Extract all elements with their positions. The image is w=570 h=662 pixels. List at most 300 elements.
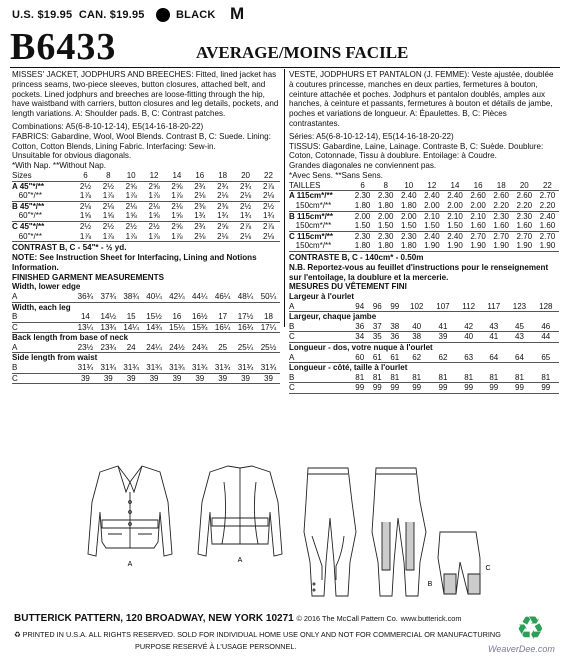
yardage-value: 2⅝ — [148, 181, 160, 191]
measurement-value: 40 — [404, 322, 430, 332]
pattern-code: B6433 — [10, 26, 117, 68]
measurement-value: 24 — [120, 343, 143, 353]
measurement-value: 42 — [456, 322, 481, 332]
measurement-value: 31¾ — [97, 363, 120, 373]
size-header: 12 — [143, 171, 166, 181]
measurement-value: 42¼ — [166, 292, 189, 302]
yardage-width: 60"*/** — [12, 211, 74, 221]
yardage-value: 2.40 — [539, 211, 556, 221]
size-header: 22 — [257, 171, 280, 181]
measurement-value: 39 — [188, 373, 211, 384]
yardage-value: 2⅛ — [171, 201, 183, 211]
yardage-value: 2.60 — [493, 191, 509, 201]
yardage-value: 1.60 — [467, 221, 490, 231]
measurement-value: 31¾ — [143, 363, 166, 373]
measurement-value: 31¾ — [166, 363, 189, 373]
yardage-value: 2⅞ — [262, 221, 275, 231]
yardage-value: 2.00 — [443, 201, 466, 211]
yardage-value: 1⅞ — [74, 191, 97, 201]
yardage-value: 1.50 — [420, 221, 443, 231]
measurement-value: 41 — [430, 322, 456, 332]
measurement-title-row — [12, 302, 280, 312]
yardage-value: 2¾ — [194, 181, 206, 191]
size-header: 6 — [351, 181, 374, 191]
yardage-value: 2⅞ — [262, 181, 275, 191]
yardage-width: 60"*/** — [12, 191, 74, 201]
website: www.butterick.com — [400, 614, 462, 623]
drawing-label-a2: A — [237, 557, 243, 564]
size-header: 16 — [188, 171, 211, 181]
en-combinations: Combinations: A5(6-8-10-12-14), E5(14-16-18-20-22) — [12, 121, 204, 131]
measurement-row — [12, 363, 280, 373]
measurement-value: 16¼ — [211, 322, 234, 333]
measurement-title-row — [289, 343, 559, 353]
yardage-value: 1⅝ — [143, 211, 166, 221]
measurement-value: 25½ — [257, 343, 280, 353]
measurement-row — [12, 312, 280, 322]
measurement-value: 31¾ — [120, 363, 143, 373]
measurement-value: 94 — [351, 302, 369, 312]
price-can: CAN. $19.95 — [78, 9, 145, 21]
yardage-width: B 45"*/** — [12, 201, 45, 211]
yardage-value: 2⅛ — [125, 201, 137, 211]
yardage-value: 2.40 — [447, 191, 463, 201]
yardage-row — [289, 241, 559, 251]
measurement-value: 64 — [481, 353, 506, 363]
yardage-value: 1¾ — [188, 211, 211, 221]
measurement-row — [289, 322, 559, 332]
yardage-value: 2½ — [125, 221, 137, 231]
measurement-value: 15¼ — [166, 322, 189, 333]
measurement-value: 96 — [369, 302, 387, 312]
fr-series: Séries: A5(6-8-10-12-14), E5(14-16-18-20-22) — [289, 131, 454, 141]
measurement-title-row — [289, 312, 559, 322]
measurement-value: 46 — [533, 322, 559, 332]
fr-unsuitable: Grandes diagonales ne conviennent pas. — [289, 161, 437, 171]
measurement-title-row — [289, 363, 559, 373]
yardage-value: 2.30 — [400, 231, 417, 241]
yardage-value: 2½ — [102, 221, 114, 231]
measurement-row — [289, 302, 559, 312]
measurement-value: 35 — [369, 332, 387, 343]
watermark-logo: WeaverDee.com — [488, 644, 555, 654]
yardage-row — [289, 191, 559, 201]
measurement-view: A — [289, 302, 351, 312]
measurement-view: B — [12, 312, 74, 322]
yardage-value: 1.50 — [374, 221, 397, 231]
measurement-title-row — [289, 292, 559, 302]
yardage-value: 2⅞ — [240, 221, 252, 231]
yardage-value: 2¾ — [240, 181, 252, 191]
measurement-value: 24¼ — [143, 343, 166, 353]
drawing-label-a1: A — [127, 561, 133, 568]
yardage-value: 2½ — [262, 201, 275, 211]
yardage-value: 2⅝ — [171, 221, 183, 231]
fr-note: N.B. Reportez-vous au feuillet d'instructions pour le renseignement sur l'entoilage, la doublure et la mercerie. — [289, 262, 549, 282]
measurement-value: 62 — [430, 353, 456, 363]
size-letter: M — [230, 4, 245, 23]
jodhpurs-front-drawing — [304, 468, 356, 596]
drawing-label-c: C — [485, 565, 491, 572]
line-drawings — [60, 462, 520, 600]
yardage-row — [289, 221, 559, 231]
fr-yardage-table — [289, 181, 559, 252]
yardage-value: 2¾ — [217, 181, 229, 191]
column-divider — [284, 69, 285, 327]
measurement-value: 81 — [351, 373, 369, 383]
measurement-value: 39 — [257, 373, 280, 384]
yardage-width: 60"*/** — [12, 232, 74, 242]
yardage-value: 2⅛ — [257, 232, 280, 242]
measurement-row — [12, 373, 280, 384]
yardage-value: 2½ — [79, 181, 91, 191]
measurement-value: 40¼ — [143, 292, 166, 302]
measurement-value: 39 — [120, 373, 143, 384]
yardage-value: 2½ — [79, 221, 91, 231]
measurement-title-row — [12, 282, 280, 292]
measurement-value: 38 — [386, 322, 404, 332]
yardage-row — [12, 201, 280, 211]
purpose-notice: PURPOSE RESERVÉ À L'USAGE PERSONNEL. — [135, 642, 297, 651]
measurement-value: 18 — [257, 312, 280, 322]
measurement-view: A — [12, 292, 74, 302]
recycle-icon: ♻ — [516, 610, 545, 646]
yardage-value: 1.60 — [513, 221, 536, 231]
yardage-value: 1⅝ — [120, 211, 143, 221]
yardage-value: 1⅞ — [143, 232, 166, 242]
measurement-value: 112 — [456, 302, 481, 312]
measurement-title: Side length from waist — [12, 353, 98, 363]
measurement-value: 23½ — [74, 343, 97, 353]
yardage-value: 2⅜ — [217, 201, 229, 211]
yardage-value: 1.80 — [374, 201, 397, 211]
measurement-value: 16½ — [188, 312, 211, 322]
measurement-value: 14½ — [97, 312, 120, 322]
price-us: U.S. $19.95 — [12, 9, 73, 21]
yardage-value: 1⅞ — [166, 191, 189, 201]
en-fabrics: FABRICS: Gabardine, Wool, Wool Blends. Contrast B, C: Suede. Lining: Cotton, Cotton Blends, Lining Fabric. Interfacing: Sew-in. — [12, 131, 271, 151]
yardage-value: 2⅛ — [102, 201, 114, 211]
measurement-value: 107 — [430, 302, 456, 312]
measurement-value: 24½ — [166, 343, 189, 353]
measurement-view: B — [289, 322, 351, 332]
size-header: 12 — [420, 181, 443, 191]
measurement-value: 31¾ — [257, 363, 280, 373]
color-label: BLACK — [176, 9, 216, 21]
measurement-view: C — [12, 322, 74, 333]
yardage-value: 1⅝ — [97, 211, 120, 221]
measurement-row — [289, 332, 559, 343]
yardage-value: 2.30 — [377, 191, 394, 201]
measurement-view: B — [289, 373, 351, 383]
measurement-value: 31¾ — [211, 363, 234, 373]
measurement-row — [12, 322, 280, 333]
footer-line-1 — [14, 613, 461, 624]
yardage-value: 2.30 — [516, 211, 533, 221]
size-header: 18 — [490, 181, 513, 191]
measurement-value: 38¾ — [120, 292, 143, 302]
measurement-value: 43 — [481, 322, 506, 332]
measurement-value: 99 — [386, 383, 404, 394]
yardage-value: 2½ — [240, 201, 252, 211]
measurement-title-row — [12, 353, 280, 363]
yardage-row — [12, 181, 280, 191]
yardage-value: 2.40 — [400, 191, 417, 201]
measurement-value: 123 — [506, 302, 532, 312]
yardage-value: 1.90 — [467, 241, 490, 251]
yardage-value: 1.60 — [536, 221, 559, 231]
measurement-value: 17½ — [234, 312, 257, 322]
copyright: © 2016 The McCall Pattern Co. — [296, 614, 398, 623]
measurement-value: 34 — [351, 332, 369, 343]
measurement-value: 16 — [166, 312, 189, 322]
yardage-value: 2½ — [148, 221, 160, 231]
measurement-value: 13¾ — [97, 322, 120, 333]
yardage-value: 2.40 — [447, 231, 463, 241]
yardage-value: 1.80 — [397, 241, 420, 251]
measurement-value: 39 — [143, 373, 166, 384]
yardage-value: 2.70 — [493, 231, 509, 241]
measurement-row — [12, 292, 280, 302]
size-header: 6 — [74, 171, 97, 181]
measurement-value: 25 — [211, 343, 234, 353]
yardage-value: 2.00 — [467, 201, 490, 211]
yardage-value: 2.30 — [354, 191, 371, 201]
en-nap-note: *With Nap. **Without Nap. — [12, 161, 107, 171]
measurement-row — [289, 353, 559, 363]
yardage-value: 1.80 — [397, 201, 420, 211]
yardage-value: 2.60 — [516, 191, 533, 201]
yardage-row — [12, 221, 280, 231]
measurement-value: 38 — [404, 332, 430, 343]
fr-nap-note: *Avec Sens. **Sans Sens. — [289, 170, 383, 180]
yardage-value: 2⅛ — [257, 191, 280, 201]
jodhpurs-back-drawing — [372, 468, 426, 596]
yardage-row — [12, 191, 280, 201]
yardage-value: 2⅛ — [79, 201, 91, 211]
yardage-value: 1.50 — [351, 221, 374, 231]
measurement-value: 81 — [404, 373, 430, 383]
yardage-value: 1¾ — [257, 211, 280, 221]
measurement-value: 17¼ — [257, 322, 280, 333]
measurement-row — [289, 383, 559, 394]
measurement-value: 99 — [404, 383, 430, 394]
measurement-value: 31¾ — [188, 363, 211, 373]
yardage-width: A 45"*/** — [12, 181, 44, 191]
footer-line-2 — [14, 630, 501, 639]
measurement-value: 81 — [481, 373, 506, 383]
yardage-value: 1⅝ — [166, 211, 189, 221]
yardage-value: 1⅞ — [97, 232, 120, 242]
fr-fabrics: TISSUS: Gabardine, Laine, Lainage. Contraste B, C: Suède. Doublure: Coton, Cotonnade, Tissu à doublure. Entoilage: à Coudre. — [289, 141, 544, 161]
measurement-title: Largeur, chaque jambe — [289, 312, 377, 322]
measurement-value: 39 — [234, 373, 257, 384]
size-header: 22 — [536, 181, 559, 191]
yardage-width: A 115cm*/** — [289, 191, 333, 201]
yardage-value: 2.70 — [539, 191, 556, 201]
yardage-value: 2.00 — [420, 201, 443, 211]
printed-notice: PRINTED IN U.S.A. ALL RIGHTS RESERVED. SOLD FOR INDIVIDUAL HOME USE ONLY AND NOT FOR COMMERCIAL OR MANUFACTURING — [22, 630, 501, 639]
fr-contrast: CONTRASTE B, C - 140cm* - 0.50m — [289, 252, 424, 262]
measurement-value: 17 — [211, 312, 234, 322]
measurement-title: Longueur - dos, votre nuque à l'ourlet — [289, 343, 433, 353]
yardage-value: 2¾ — [194, 221, 206, 231]
fr-description: VESTE, JODPHURS ET PANTALON (J. FEMME): Veste ajustée, doublée à coutures princesse, manches en deux parties, fermetures à bouton, ceinture attachée et poches. Jodphurs et pantalon doublés, amples aux hanches, à ceinture et passants, fermetures à bouton et détails de jambe, poches et variations de longueur. A: Épaulettes. B, C: Pièces contrastantes. — [289, 70, 554, 128]
measurement-value: 99 — [430, 383, 456, 394]
en-finished-title: FINISHED GARMENT MEASUREMENTS — [12, 272, 164, 282]
measurement-value: 81 — [506, 373, 532, 383]
measurement-row — [289, 373, 559, 383]
yardage-value: 1.90 — [443, 241, 466, 251]
measurement-value: 81 — [456, 373, 481, 383]
size-header: 20 — [234, 171, 257, 181]
size-header: 18 — [211, 171, 234, 181]
measurement-value: 15 — [120, 312, 143, 322]
yardage-value: 2⅜ — [194, 201, 206, 211]
garment-line-drawings — [60, 462, 520, 600]
measurement-value: 36 — [351, 322, 369, 332]
measurement-value: 14 — [74, 312, 97, 322]
measurement-value: 24¾ — [188, 343, 211, 353]
measurement-value: 81 — [386, 373, 404, 383]
measurement-value: 81 — [430, 373, 456, 383]
yardage-value: 1⅞ — [120, 191, 143, 201]
measurement-value: 15¾ — [188, 322, 211, 333]
yardage-value: 1.90 — [490, 241, 513, 251]
difficulty-label: AVERAGE/MOINS FACILE — [196, 43, 409, 62]
measurement-value: 31¾ — [74, 363, 97, 373]
measurement-value: 15½ — [143, 312, 166, 322]
yardage-value: 2⅛ — [148, 201, 160, 211]
yardage-value: 2.10 — [470, 211, 486, 221]
measurement-value: 99 — [351, 383, 369, 394]
size-header: 8 — [374, 181, 397, 191]
measurement-value: 60 — [351, 353, 369, 363]
measurement-value: 81 — [533, 373, 559, 383]
yardage-value: 1.50 — [397, 221, 420, 231]
measurement-value: 46¼ — [211, 292, 234, 302]
yardage-value: 2.00 — [400, 211, 417, 221]
sizes-label: TAILLES — [289, 181, 351, 191]
measurement-value: 39 — [74, 373, 97, 384]
yardage-row — [289, 201, 559, 211]
measurement-title: Width, lower edge — [12, 282, 81, 292]
measurement-title: Width, each leg — [12, 302, 71, 312]
size-header: 10 — [120, 171, 143, 181]
yardage-header-row — [12, 171, 280, 181]
measurement-view: C — [289, 332, 351, 343]
measurement-title: Back length from base of neck — [12, 333, 129, 343]
yardage-width: B 115cm*/** — [289, 211, 334, 221]
yardage-row — [289, 211, 559, 221]
size-header: 10 — [397, 181, 420, 191]
yardage-width: C 115cm*/** — [289, 231, 334, 241]
measurement-value: 40 — [456, 332, 481, 343]
measurement-view: A — [289, 353, 351, 363]
yardage-value: 1⅞ — [97, 191, 120, 201]
yardage-value: 2.70 — [470, 231, 486, 241]
yardage-value: 2⅛ — [211, 191, 234, 201]
yardage-width: 150cm*/** — [289, 221, 351, 231]
color-dot-icon — [156, 6, 170, 24]
measurement-value: 31¾ — [234, 363, 257, 373]
measurement-value: 64 — [506, 353, 532, 363]
fr-measurements-table — [289, 292, 559, 394]
yardage-value: 1⅞ — [166, 232, 189, 242]
yardage-value: 2.40 — [424, 191, 440, 201]
measurement-row — [12, 343, 280, 353]
en-note: NOTE: See Instruction Sheet for Interfacing, Lining and Notions Information. — [12, 252, 257, 272]
measurement-title: Largeur à l'ourlet — [289, 292, 355, 302]
size-header: 16 — [467, 181, 490, 191]
yardage-value: 2⅛ — [188, 232, 211, 242]
measurement-value: 99 — [481, 383, 506, 394]
yardage-value: 1.80 — [351, 241, 374, 251]
yardage-value: 1⅝ — [74, 211, 97, 221]
measurement-value: 45 — [506, 322, 532, 332]
yardage-value: 2.30 — [354, 231, 371, 241]
yardage-value: 1⅞ — [120, 232, 143, 242]
en-unsuitable: Unsuitable for obvious diagonals. — [12, 151, 132, 161]
yardage-value: 1⅞ — [74, 232, 97, 242]
yardage-value: 2.20 — [490, 201, 513, 211]
measurement-title: Longueur - côté, taille à l'ourlet — [289, 363, 408, 373]
yardage-value: 2.70 — [516, 231, 533, 241]
measurement-value: 14¾ — [143, 322, 166, 333]
measurement-title-row — [12, 333, 280, 343]
size-header: 8 — [97, 171, 120, 181]
header-rule — [10, 67, 560, 68]
measurement-value: 99 — [506, 383, 532, 394]
jacket-front-drawing — [88, 466, 172, 556]
yardage-value: 2⅝ — [217, 221, 229, 231]
en-contrast: CONTRAST B, C - 54"* - ½ yd. — [12, 243, 127, 253]
yardage-value: 2.10 — [447, 211, 463, 221]
jacket-back-drawing — [198, 466, 282, 556]
measurement-value: 39 — [166, 373, 189, 384]
measurement-value: 36 — [386, 332, 404, 343]
recycle-small-icon: ♻ — [14, 630, 21, 639]
measurement-value: 41 — [481, 332, 506, 343]
measurement-value: 117 — [481, 302, 506, 312]
fr-finished-title: MESURES DU VÊTEMENT FINI — [289, 282, 407, 292]
measurement-value: 63 — [456, 353, 481, 363]
measurement-view: C — [12, 373, 74, 384]
yardage-row — [12, 211, 280, 221]
english-column — [12, 70, 280, 384]
yardage-width: 150cm*/** — [289, 201, 351, 211]
measurement-value: 43 — [506, 332, 532, 343]
yardage-value: 1¾ — [211, 211, 234, 221]
measurement-value: 23¾ — [97, 343, 120, 353]
yardage-width: C 45"*/** — [12, 221, 45, 231]
measurement-value: 99 — [386, 302, 404, 312]
yardage-value: 2½ — [102, 181, 114, 191]
yardage-value: 1¾ — [234, 211, 257, 221]
measurement-value: 13¼ — [74, 322, 97, 333]
yardage-value: 2⅝ — [171, 181, 183, 191]
measurement-value: 99 — [369, 383, 387, 394]
measurement-value: 102 — [404, 302, 430, 312]
yardage-value: 1.50 — [443, 221, 466, 231]
yardage-value: 2.30 — [493, 211, 509, 221]
yardage-value: 1.90 — [536, 241, 559, 251]
yardage-row — [289, 231, 559, 241]
drawing-label-b: B — [427, 581, 433, 588]
yardage-row — [12, 232, 280, 242]
measurement-value: 65 — [533, 353, 559, 363]
measurement-value: 62 — [404, 353, 430, 363]
